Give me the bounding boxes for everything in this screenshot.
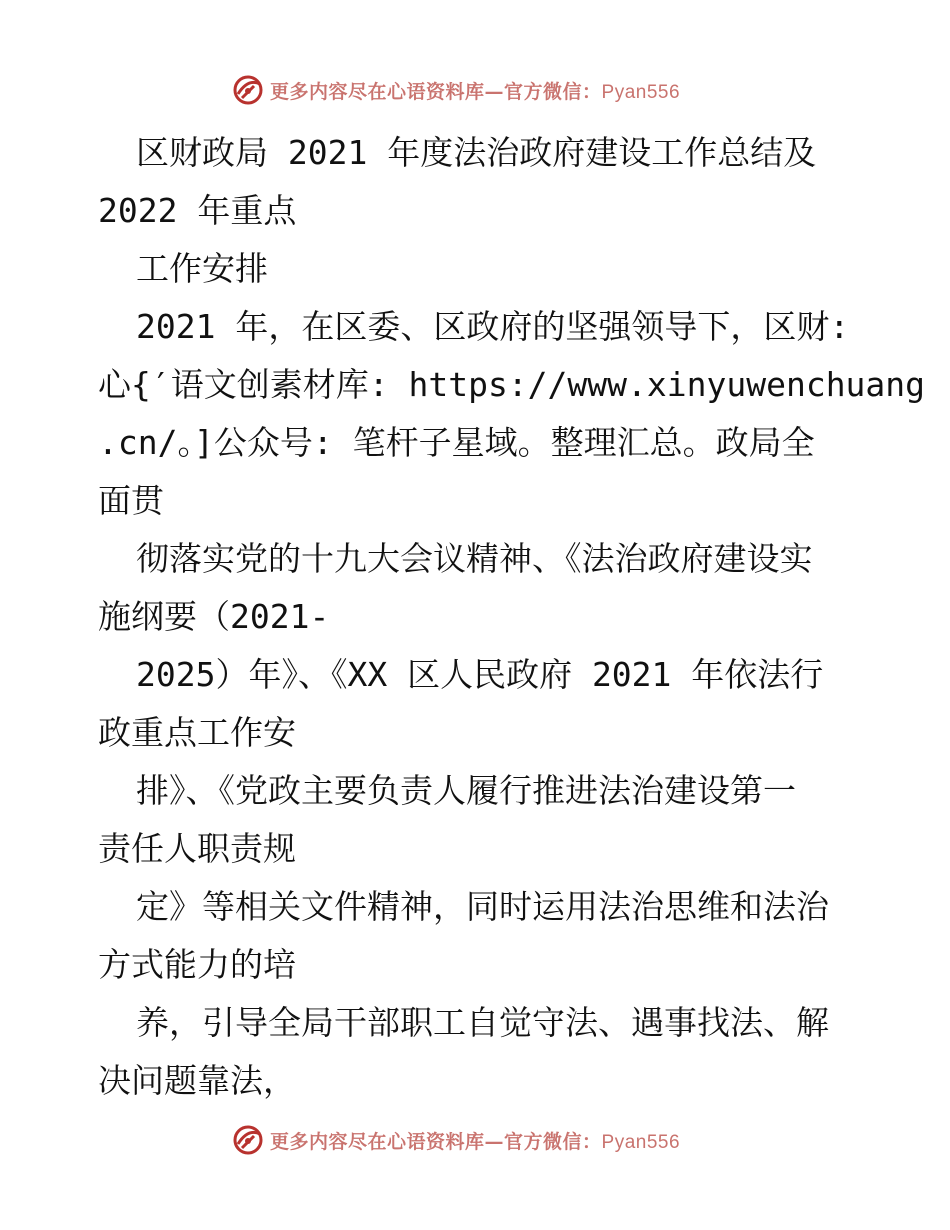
document-body	[98, 124, 926, 1110]
paragraph-line: 排》、《党政主要负责人履行推进法治建设第一	[136, 771, 796, 810]
footer-banner-cn: 更多内容尽在心语资料库—官方微信：	[270, 1130, 602, 1153]
paragraph-line: 定》等相关文件精神，同时运用法治思维和法治	[136, 887, 829, 926]
paragraph-line: 彻落实党的十九大会议精神、《法治政府建设实	[136, 539, 813, 578]
paragraph-line: 政重点工作安	[98, 713, 296, 752]
footer-banner-wechat-id: Pyan556	[601, 1131, 681, 1153]
paragraph-line: 养，引导全局干部职工自觉守法、遇事找法、解	[136, 1003, 829, 1042]
paragraph-line: 方式能力的培	[98, 945, 296, 984]
paragraph-line: 施纲要（2021-	[98, 597, 330, 636]
paragraph-line: 2025）年》、《XX 区人民政府 2021 年依法行	[136, 655, 824, 694]
paragraph-line: 责任人职责规	[98, 829, 296, 868]
brand-logo-icon	[232, 74, 264, 106]
paragraph-line: .cn/。]公众号: 笔杆子星域。整理汇总。政局全	[98, 423, 815, 462]
document-title-line-1: 区财政局 2021 年度法治政府建设工作总结及	[136, 133, 817, 172]
document-title-line-2: 2022 年重点	[98, 191, 297, 230]
header-banner	[232, 72, 680, 108]
header-banner-cn: 更多内容尽在心语资料库—官方微信：	[270, 80, 602, 103]
brand-logo-icon	[232, 1124, 264, 1156]
paragraph-line: 面贯	[98, 481, 164, 520]
paragraph-line: 心{′语文创素材库: https://www.xinyuwenchuang	[98, 365, 926, 404]
document-title-line-3: 工作安排	[136, 249, 268, 288]
paragraph-line: 决问题靠法，	[98, 1061, 296, 1100]
paragraph-line: 2021 年，在区委、区政府的坚强领导下，区财:	[136, 307, 850, 346]
header-banner-text	[270, 77, 680, 104]
header-banner-wechat-id: Pyan556	[601, 81, 681, 103]
footer-banner-text	[270, 1127, 680, 1154]
footer-banner	[232, 1122, 680, 1158]
